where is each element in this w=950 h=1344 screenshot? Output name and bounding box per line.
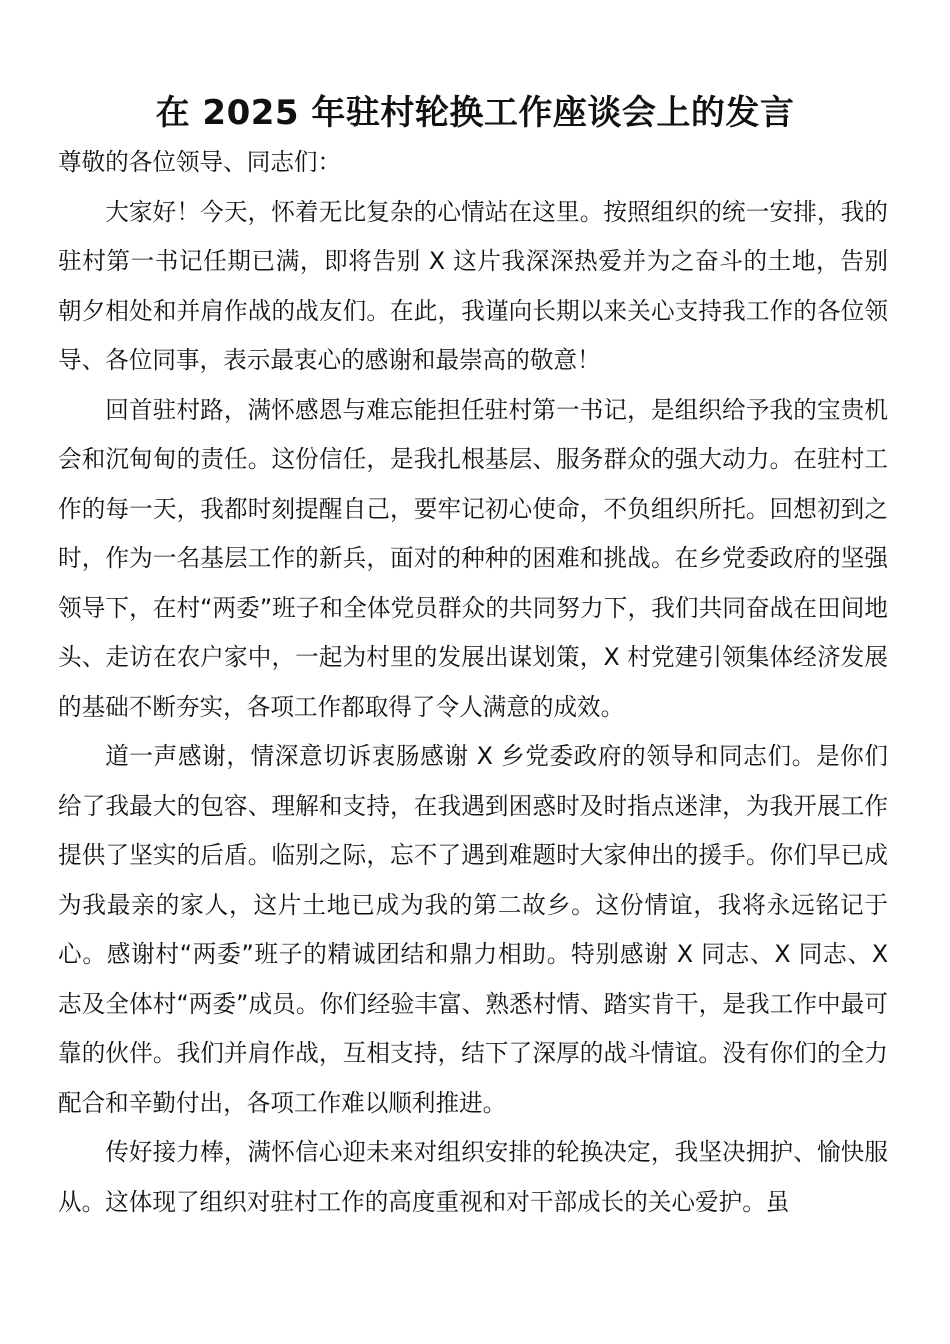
document-body xyxy=(58,138,888,1227)
paragraph-4: 传好接力棒，满怀信心迎未来对组织安排的轮换决定，我坚决拥护、愉快服从。这体现了组织对驻村工作的高度重视和对干部成长的关心爱护。虽 xyxy=(58,1138,888,1216)
paragraph-2: 回首驻村路，满怀感恩与难忘能担任驻村第一书记，是组织给予我的宝贵机会和沉甸甸的责任。这份信任，是我扎根基层、服务群众的强大动力。在驻村工作的每一天，我都时刻提醒自己，要牢记初心使命，不负组织所托。回想初到之时，作为一名基层工作的新兵，面对的种种的困难和挑战。在乡党委政府的坚强领导下，在村“两委”班子和全体党员群众的共同努力下，我们共同奋战在田间地头、走访在农户家中，一起为村里的发展出谋划策，X 村党建引领集体经济发展的基础不断夯实，各项工作都取得了令人满意的成效。 xyxy=(58,395,888,721)
salutation: 尊敬的各位领导、同志们： xyxy=(58,148,342,176)
document-title: 在 2025 年驻村轮换工作座谈会上的发言 xyxy=(155,92,795,133)
paragraph-3: 道一声感谢，情深意切诉衷肠感谢 X 乡党委政府的领导和同志们。是你们给了我最大的包容、理解和支持，在我遇到困惑时及时指点迷津，为我开展工作提供了坚实的后盾。临别之际，忘不了遇到难题时大家伸出的援手。你们早已成为我最亲的家人，这片土地已成为我的第二故乡。这份情谊，我将永远铭记于心。感谢村“两委”班子的精诚团结和鼎力相助。特别感谢 X 同志、X 同志、X 志及全体村“两委”成员。你们经验丰富、熟悉村情、踏实肯干，是我工作中最可靠的伙伴。我们并肩作战，互相支持，结下了深厚的战斗情谊。没有你们的全力配合和辛勤付出，各项工作难以顺利推进。 xyxy=(58,742,888,1117)
paragraph-1: 大家好！今天，怀着无比复杂的心情站在这里。按照组织的统一安排，我的驻村第一书记任期已满，即将告别 X 这片我深深热爱并为之奋斗的土地，告别朝夕相处和并肩作战的战友们。在此，我谨向长期以来关心支持我工作的各位领导、各位同事，表示最衷心的感谢和最崇高的敬意！ xyxy=(58,197,888,374)
